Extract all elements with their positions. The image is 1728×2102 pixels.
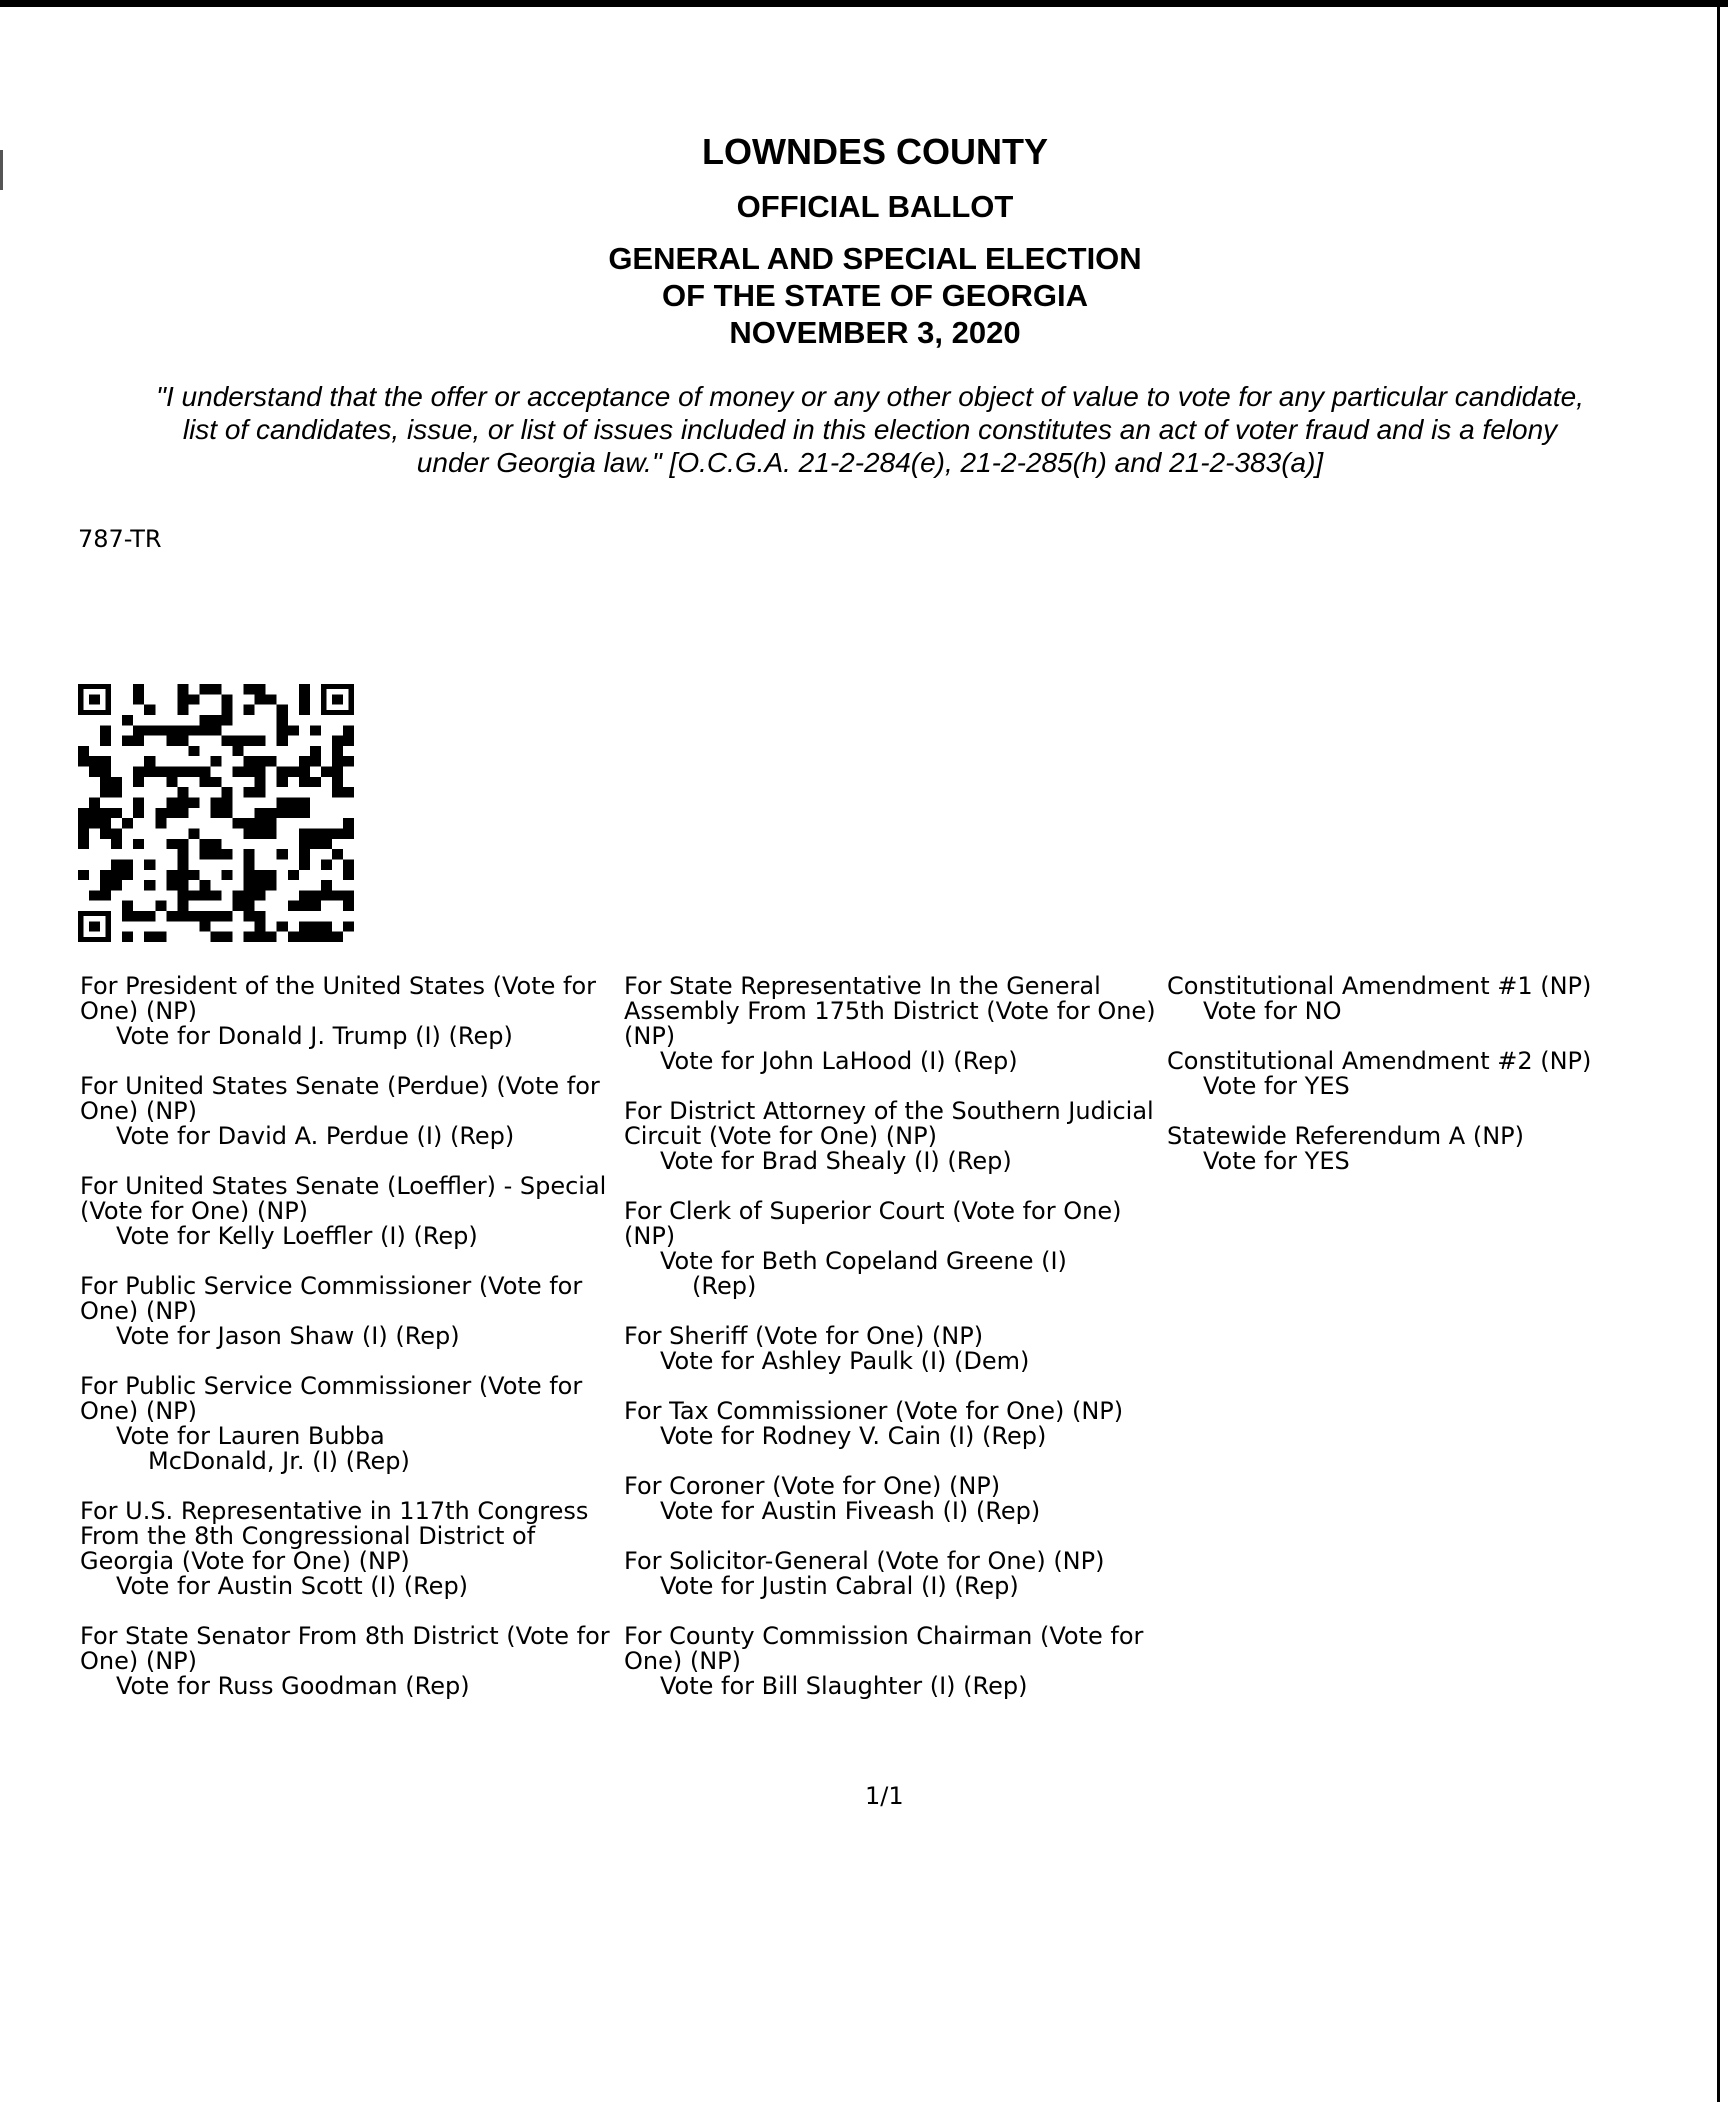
ballot-title: OFFICIAL BALLOT <box>736 189 1014 224</box>
contest-column-2 <box>624 974 1164 1724</box>
vote-selection: Vote for Jason Shaw (I) (Rep) <box>116 1322 460 1350</box>
contest-item <box>80 1274 620 1349</box>
vote-selection: Vote for Rodney V. Cain (I) (Rep) <box>660 1422 1047 1450</box>
contest-item <box>1167 974 1667 1024</box>
contest-title: For Tax Commissioner (Vote for One) (NP) <box>624 1397 1124 1425</box>
contest-title: For State Representative In the General Assembly From 175th District (Vote for One) (NP) <box>624 972 1156 1050</box>
vote-selection: Vote for Ashley Paulk (I) (Dem) <box>660 1347 1030 1375</box>
contest-item <box>80 1499 620 1599</box>
contest-title: For Public Service Commissioner (Vote for One) (NP) <box>80 1272 583 1325</box>
vote-selection: Vote for NO <box>1203 997 1342 1025</box>
contest-item <box>80 974 620 1049</box>
vote-selection: Vote for Lauren Bubba <box>116 1422 385 1450</box>
contest-item <box>1167 1049 1667 1099</box>
contest-item <box>624 1099 1164 1174</box>
contest-item <box>624 1199 1164 1299</box>
contest-title: For State Senator From 8th District (Vote for One) (NP) <box>80 1622 610 1675</box>
contest-title: For U.S. Representative in 117th Congress From the 8th Congressional District of Georgia (Vote for One) (NP) <box>80 1497 589 1575</box>
contest-title: For President of the United States (Vote for One) (NP) <box>80 972 597 1025</box>
contest-title: Statewide Referendum A (NP) <box>1167 1122 1524 1150</box>
contest-item <box>80 1374 620 1474</box>
contest-item <box>624 1549 1164 1599</box>
ballot-style-code: 787-TR <box>78 525 162 553</box>
election-title-line2: OF THE STATE OF GEORGIA <box>662 278 1088 313</box>
contest-item <box>624 974 1164 1074</box>
vote-selection: Vote for Justin Cabral (I) (Rep) <box>660 1572 1019 1600</box>
qr-code-icon <box>78 684 354 942</box>
contest-column-1 <box>80 974 620 1724</box>
contest-item <box>80 1074 620 1149</box>
vote-selection: Vote for Beth Copeland Greene (I) <box>660 1247 1067 1275</box>
vote-selection: Vote for Brad Shealy (I) (Rep) <box>660 1147 1012 1175</box>
contest-title: Constitutional Amendment #1 (NP) <box>1167 972 1592 1000</box>
election-date: NOVEMBER 3, 2020 <box>729 315 1021 350</box>
scan-edge-top <box>0 0 1728 7</box>
contest-item <box>1167 1124 1667 1174</box>
vote-selection: Vote for Bill Slaughter (I) (Rep) <box>660 1672 1028 1700</box>
contest-item <box>624 1624 1164 1699</box>
vote-selection: Vote for David A. Perdue (I) (Rep) <box>116 1122 515 1150</box>
contest-item <box>624 1474 1164 1524</box>
contest-title: For Clerk of Superior Court (Vote for One) (NP) <box>624 1197 1122 1250</box>
vote-selection: Vote for John LaHood (I) (Rep) <box>660 1047 1018 1075</box>
county-title: LOWNDES COUNTY <box>702 131 1048 172</box>
vote-selection: Vote for Kelly Loeffler (I) (Rep) <box>116 1222 478 1250</box>
vote-selection-continued: McDonald, Jr. (I) (Rep) <box>148 1447 410 1475</box>
contest-title: Constitutional Amendment #2 (NP) <box>1167 1047 1592 1075</box>
contest-title: For Coroner (Vote for One) (NP) <box>624 1472 1001 1500</box>
vote-selection: Vote for Austin Scott (I) (Rep) <box>116 1572 469 1600</box>
election-title-line1: GENERAL AND SPECIAL ELECTION <box>608 241 1142 276</box>
oath-line-2: list of candidates, issue, or list of issues included in this election constitutes an act of voter fraud and is a felony <box>182 414 1558 445</box>
contest-item <box>80 1174 620 1249</box>
contest-column-3 <box>1167 974 1667 1199</box>
oath-line-3: under Georgia law." [O.C.G.A. 21-2-284(e), 21-2-285(h) and 21-2-383(a)] <box>416 447 1324 478</box>
contest-title: For County Commission Chairman (Vote for One) (NP) <box>624 1622 1144 1675</box>
contest-item <box>624 1399 1164 1449</box>
contest-title: For District Attorney of the Southern Judicial Circuit (Vote for One) (NP) <box>624 1097 1154 1150</box>
ballot-header <box>0 130 1728 351</box>
vote-selection: Vote for Donald J. Trump (I) (Rep) <box>116 1022 513 1050</box>
page-number: 1/1 <box>865 1782 904 1810</box>
vote-selection: Vote for YES <box>1203 1147 1350 1175</box>
vote-selection: Vote for YES <box>1203 1072 1350 1100</box>
contest-title: For United States Senate (Perdue) (Vote for One) (NP) <box>80 1072 600 1125</box>
voter-fraud-statement <box>60 380 1680 479</box>
contest-title: For Sheriff (Vote for One) (NP) <box>624 1322 984 1350</box>
contest-title: For United States Senate (Loeffler) - Special (Vote for One) (NP) <box>80 1172 607 1225</box>
vote-selection-continued: (Rep) <box>692 1272 757 1300</box>
contest-title: For Solicitor-General (Vote for One) (NP) <box>624 1547 1105 1575</box>
vote-selection: Vote for Russ Goodman (Rep) <box>116 1672 470 1700</box>
contest-item <box>80 1624 620 1699</box>
contest-title: For Public Service Commissioner (Vote for One) (NP) <box>80 1372 583 1425</box>
vote-selection: Vote for Austin Fiveash (I) (Rep) <box>660 1497 1041 1525</box>
contest-item <box>624 1324 1164 1374</box>
oath-line-1: "I understand that the offer or acceptance of money or any other object of value to vote for any particular candidate, <box>156 381 1584 412</box>
